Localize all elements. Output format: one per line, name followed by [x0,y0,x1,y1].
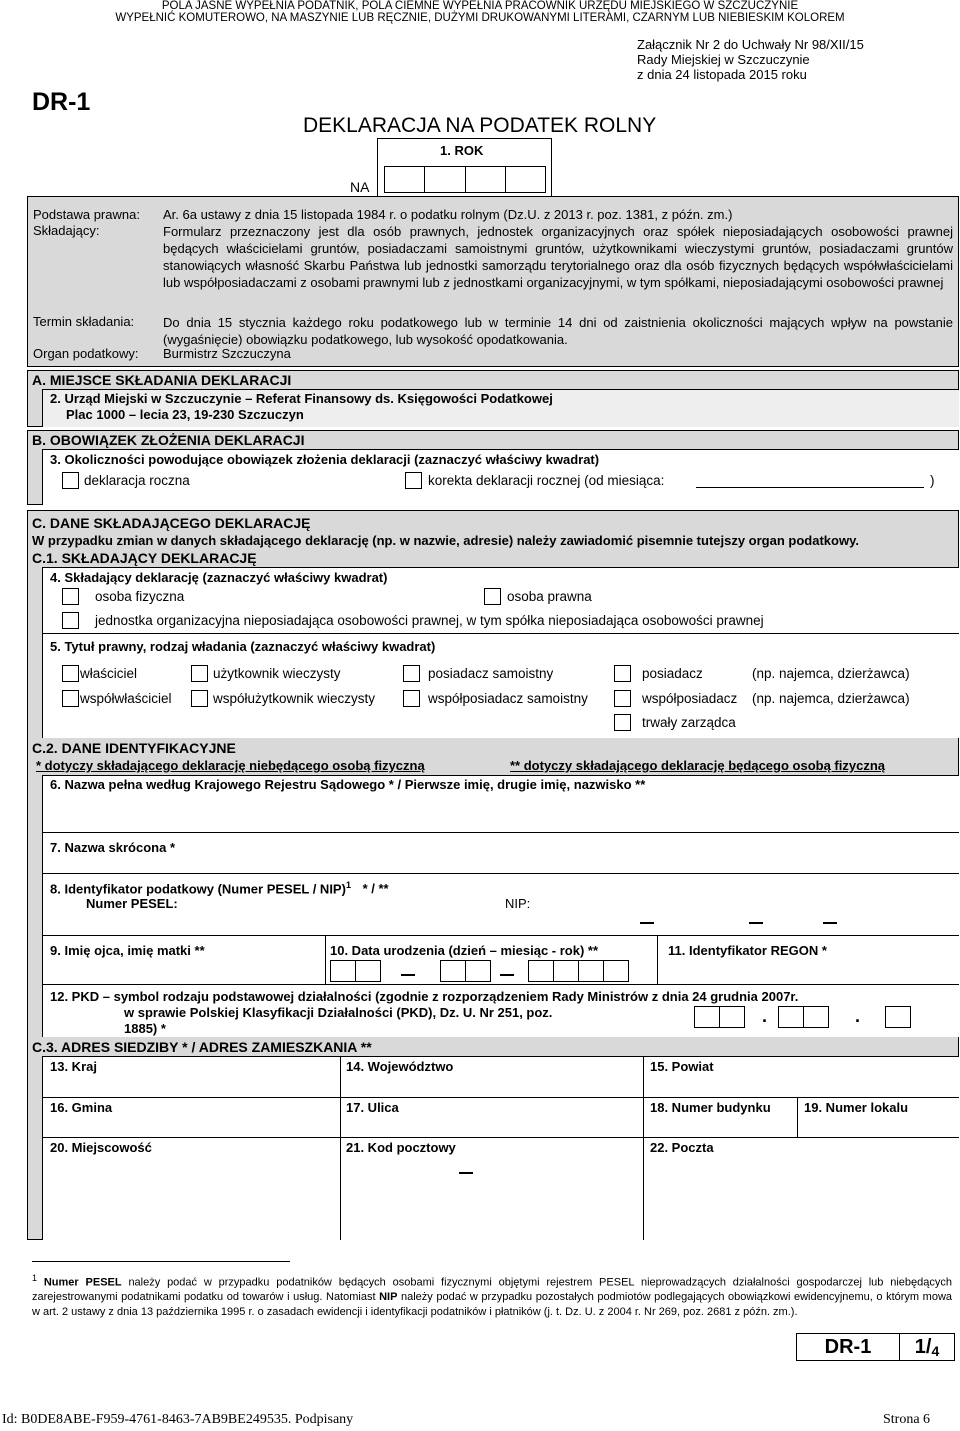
field-3-label: 3. Okoliczności powodujące obowiązek złożenia deklaracji (zaznaczyć właściwy kwadrat) [50,452,600,467]
checkbox-wspolwlasciciel[interactable] [62,690,79,707]
nip-dash-3 [823,922,837,924]
c2-note-1: * dotyczy składającego deklarację niebędącego osobą fizyczną [36,758,425,773]
skladajacy-text: Formularz przeznaczony jest dla osób prawnych, jednostek organizacyjnych oraz spółek nieposiadających osobowości prawnej będących właścicielami gruntów, posiadaczami samoistnymi gruntów, użytkownikami wieczystymi gruntów, posiadaczami gruntów stanowiących własność Skarbu Państwa lub jednostki samorządu terytorialnego oraz dla osób fizycznych będących współwłaścicielami lub współposiadaczami z osobami prawnymi lub z jednostkami organizacyjnymi, w tym spółkami, nieposiadającymi osobowości prawnej [163,224,953,290]
field-14-label: 14. Województwo [346,1059,454,1074]
field-5-label: 5. Tytuł prawny, rodzaj władania (zaznaczyć właściwy kwadrat) [50,639,436,654]
field-6-label: 6. Nazwa pełna według Krajowego Rejestru Sądowego * / Pierwsze imię, drugie imię, nazwisko ** [50,777,646,792]
top-line-2: WYPEŁNIĆ KOMUTEROWO, NA MASZYNIE LUB RĘCZNIE, DUŻYMI DRUKOWANYMI LITERAMI, CZARNYM LUB NIEBIESKIM KOLOREM [115,12,845,24]
addr-col-line-1 [340,1056,341,1240]
birth-year-2[interactable] [553,960,579,982]
f5-wspolwlasciciel: współwłaściciel [80,691,172,706]
footnote-number: 1 [32,1273,38,1283]
skladajacy-label: Składający: [33,223,100,238]
field-8-text: 8. Identyfikator podatkowy (Numer PESEL / NIP) [50,881,346,897]
checkbox-wspoluzytkownik[interactable] [191,690,208,707]
pkd-2[interactable] [719,1006,745,1028]
c3-title: C.3. ADRES SIEDZIBY * / ADRES ZAMIESZKANIA ** [32,1039,372,1055]
field-11-label: 11. Identyfikator REGON * [668,943,827,958]
field-8-label [50,880,389,896]
checkbox-deklaracja-roczna[interactable] [62,472,79,489]
organ-label: Organ podatkowy: [33,346,139,361]
birth-day-1[interactable] [330,960,356,982]
checkbox-wlasciciel[interactable] [62,665,79,682]
pkd-dot-2: . [855,1006,861,1026]
pkd-dot-1: . [762,1006,768,1026]
f4-opt-jednostka: jednostka organizacyjna nieposiadająca osobowości prawnej, w tym spółka nieposiadająca osobowości prawnej [95,613,764,628]
birth-month-1[interactable] [440,960,466,982]
f5-wspolposiadacz-note: (np. najemca, dzierżawca) [752,691,910,706]
field-19-label: 19. Numer lokalu [804,1100,909,1115]
checkbox-korekta[interactable] [405,472,422,489]
f5-wspolposiadacz: współposiadacz [642,691,738,706]
c2-title: C.2. DANE IDENTYFIKACYJNE [32,740,236,756]
f4-opt-osoba-fizyczna: osoba fizyczna [95,589,185,604]
checkbox-osoba-fizyczna[interactable] [62,588,79,605]
checkbox-osoba-prawna[interactable] [484,588,501,605]
page-strona: Strona 6 [883,1412,931,1427]
field-12-line-2: w sprawie Polskiej Klasyfikacji Działalności (PKD), Dz. U. Nr 251, poz. [124,1005,553,1020]
page-box-page [900,1334,954,1360]
f5-wlasciciel: właściciel [80,666,138,681]
birth-year-4[interactable] [603,960,629,982]
pesel-label: Numer PESEL: [86,896,178,911]
page-total: 4 [931,1343,940,1359]
footnote-text-2: należy podać w przypadku pozostałych podmiotów podlegających obowiązkowi ewidencyjnemu, o którym mowa w art. 2 ustawy z dnia 13 października 1995 r. o zasadach ewidencji i identyfikacji podatników i płatników (j. t. Dz. U. z 2004 r. Nr 269, poz. 2681 z późn. zm.). [32,1291,953,1318]
f5-posiadacz-samoistny: posiadacz samoistny [428,666,554,681]
attachment-line-2: Rady Miejskiej w Szczuczynie [637,52,810,67]
field-18-label: 18. Numer budynku [650,1100,771,1115]
nip-label: NIP: [505,896,531,911]
checkbox-wspolposiadacz-samoistny[interactable] [403,690,420,707]
top-line-1: POLA JASNE WYPEŁNIA PODATNIK, POLA CIEMNE WYPEŁNIA PRACOWNIK URZĘDU MIEJSKIEGO W SZCZUCZYNIE [161,0,799,12]
addr-col-line-2 [643,1056,644,1240]
f5-wspolposiadacz-samoistny: współposiadacz samoistny [428,691,588,706]
year-digit-3[interactable] [466,167,506,192]
attachment-line-1: Załącznik Nr 2 do Uchwały Nr 98/XII/15 [637,37,864,52]
field-4-label: 4. Składający deklarację (zaznaczyć właściwy kwadrat) [50,570,388,585]
field-22-label: 22. Poczta [650,1140,714,1155]
field-20-label: 20. Miejscowość [50,1140,152,1155]
korekta-month-line[interactable] [696,487,924,488]
addr-row-line-2 [42,1137,959,1138]
section-a-line-1: 2. Urząd Miejski w Szczuczynie – Referat Finansowy ds. Księgowości Podatkowej [50,391,553,406]
field-21-label: 21. Kod pocztowy [346,1140,456,1155]
birth-dash-1 [401,974,415,976]
page-box [796,1333,955,1361]
termin-text: Do dnia 15 stycznia każdego roku podatkowego lub w terminie 14 dni od zaistnienia okoliczności mających wpływ na powstanie (wygaśnięcie) obowiązku podatkowego, lub wysokość opodatkowania. [163,315,953,347]
f5-trwaly-zarzadca: trwały zarządca [642,715,736,730]
section-c-note: W przypadku zmian w danych składającego deklarację (np. w nazwie, adresie) należy zawiadomić pisemnie tutejszy organ podatkowy. [32,533,859,548]
nip-dash-2 [749,922,763,924]
c1-title: C.1. SKŁADAJĄCY DEKLARACJĘ [32,550,257,566]
birth-year-3[interactable] [578,960,604,982]
termin-label: Termin składania: [33,314,135,329]
field-10-label: 10. Data urodzenia (dzień – miesiąc - rok) ** [330,943,599,958]
field-13-label: 13. Kraj [50,1059,97,1074]
postal-code-dash [459,1172,473,1174]
field-7-label: 7. Nazwa skrócona * [50,840,175,855]
checkbox-jednostka[interactable] [62,612,79,629]
pkd-5[interactable] [885,1006,911,1028]
field-9-label: 9. Imię ojca, imię matki ** [50,943,205,958]
pkd-3[interactable] [778,1006,804,1028]
f5-uzytkownik-wieczysty: użytkownik wieczysty [213,666,341,681]
birth-year-1[interactable] [528,960,554,982]
section-a-title: A. MIEJSCE SKŁADANIA DEKLARACJI [32,372,292,388]
podstawa-label: Podstawa prawna: [33,207,140,222]
attachment-note [637,37,864,82]
checkbox-posiadacz-samoistny[interactable] [403,665,420,682]
field-8-tail: * / ** [362,881,389,897]
year-digit-2[interactable] [425,167,465,192]
page-box-code: DR-1 [797,1334,900,1360]
footnote-bold-1: Numer PESEL [43,1276,122,1289]
opt-korekta: korekta deklaracji rocznej (od miesiąca: [428,473,665,488]
opt-korekta-end: ) [930,473,935,488]
document-id: Id: B0DE8ABE-F959-4761-8463-7AB9BE249535. Podpisany [2,1412,354,1427]
field-16-label: 16. Gmina [50,1100,113,1115]
rok-label: 1. ROK [440,143,484,158]
top-instructions [0,0,960,24]
form-title: DEKLARACJA NA PODATEK ROLNY [303,114,657,137]
address-grid [42,1056,959,1240]
field-17-label: 17. Ulica [346,1100,399,1115]
footnote-separator [32,1261,290,1262]
f4-opt-osoba-prawna: osoba prawna [507,589,592,604]
addr-col-line-3 [797,1097,798,1137]
year-digit-4[interactable] [506,167,545,192]
nip-dash-1 [640,922,654,924]
pkd-4[interactable] [803,1006,829,1028]
footnote-bold-2: NIP [379,1291,398,1304]
c2-note-2: ** dotyczy składającego deklarację będącego osobą fizyczną [510,758,885,773]
organ-text: Burmistrz Szczuczyna [163,346,291,361]
section-c-title: C. DANE SKŁADAJĄCEGO DEKLARACJĘ [32,515,311,531]
pkd-1[interactable] [694,1006,720,1028]
page-number: 1/ [914,1336,932,1358]
addr-row-line-1 [42,1097,959,1098]
section-a-line-2: Plac 1000 – lecia 23, 19-230 Szczuczyn [66,407,304,422]
opt-deklaracja-roczna: deklaracja roczna [84,473,190,488]
f5-posiadacz: posiadacz [642,666,703,681]
checkbox-wspolposiadacz[interactable] [614,690,631,707]
year-cells [384,166,546,193]
f5-posiadacz-note: (np. najemca, dzierżawca) [752,666,910,681]
form-code: DR-1 [32,88,91,116]
footnote [32,1271,952,1319]
pesel-cells [60,912,490,932]
checkbox-posiadacz[interactable] [614,665,631,682]
footnote-text-1: należy podać w przypadku podatników będących osobami fizycznymi objętymi rejestrem PESEL nieprowadzących działalności gospodarczej lub niebędących zarejestrowanymi podatnikami podatku od towarów i usług. Natomiast [32,1276,953,1304]
na-label: NA [350,179,370,195]
field-8-footnote-ref: 1 [345,880,351,890]
birth-dash-2 [500,974,514,976]
field-12-line-3: 1885) * [124,1021,166,1036]
birth-month-2[interactable] [465,960,491,982]
field-15-label: 15. Powiat [650,1059,714,1074]
field-12-line-1: 12. PKD – symbol rodzaju podstawowej działalności (zgodnie z rozporządzeniem Rady Ministrów z dnia 24 grudnia 2007r. [50,989,799,1004]
field-7-body[interactable] [42,832,959,873]
f5-wspoluzytkownik: współużytkownik wieczysty [213,691,376,706]
year-digit-1[interactable] [385,167,425,192]
attachment-line-3: z dnia 24 listopada 2015 roku [637,67,807,82]
podstawa-text: Ar. 6a ustawy z dnia 15 listopada 1984 r. o podatku rolnym (Dz.U. z 2013 r. poz. 1381, z późn. zm.) [163,207,733,222]
checkbox-trwaly-zarzadca[interactable] [614,714,631,731]
checkbox-uzytkownik-wieczysty[interactable] [191,665,208,682]
birth-day-2[interactable] [355,960,381,982]
section-b-title: B. OBOWIĄZEK ZŁOŻENIA DEKLARACJI [32,432,305,448]
